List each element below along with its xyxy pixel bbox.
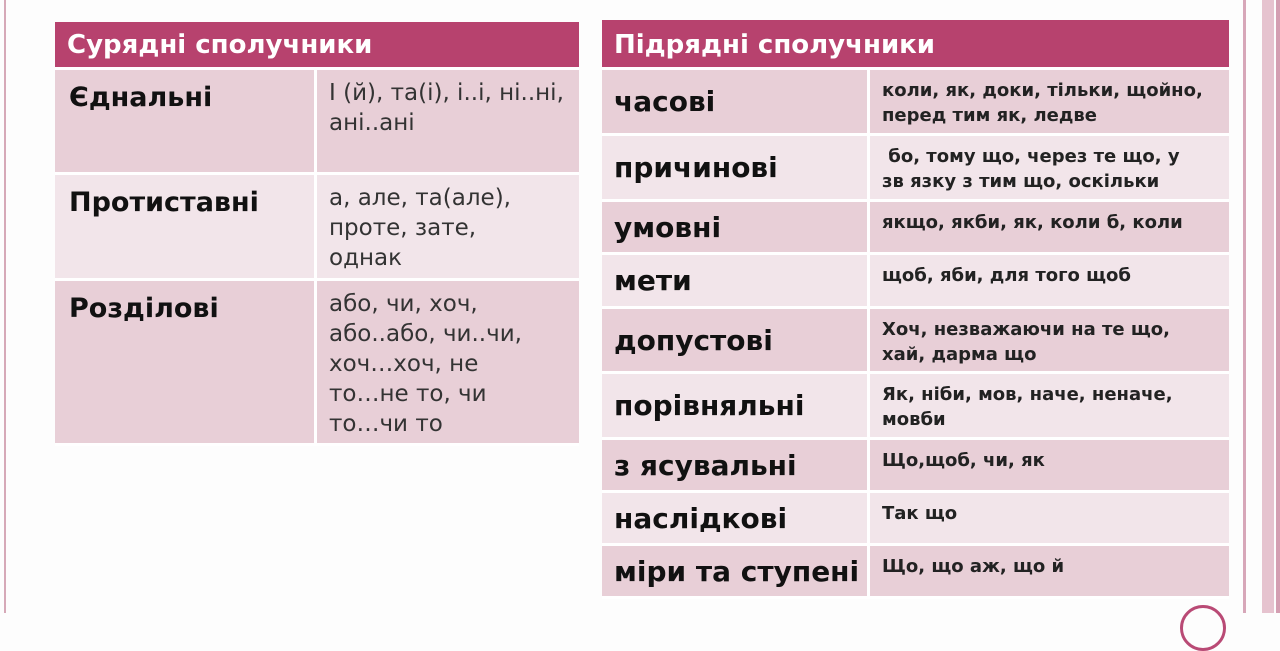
- decorative-border-right: [1243, 0, 1246, 613]
- conjunction-line: проте, зате,: [329, 215, 477, 241]
- table-row: [602, 136, 1229, 202]
- conjunctions-cell: [317, 70, 579, 175]
- conjunction-line: І (й), та(і), і..і, ні..ні,: [329, 80, 564, 106]
- conjunction-line: Так що: [882, 503, 958, 524]
- category-cell: Протиставні: [55, 175, 317, 281]
- conjunction-line: однак: [329, 245, 402, 271]
- conjunction-line: якщо, якби, як, коли б, коли: [882, 212, 1183, 233]
- decorative-border-right-edge: [1276, 0, 1280, 613]
- conjunction-line: хоч…хоч, не: [329, 351, 479, 377]
- category-cell: мети: [602, 255, 870, 309]
- category-cell: умовні: [602, 202, 870, 255]
- category-cell: міри та ступені: [602, 546, 870, 599]
- conjunctions-cell: [870, 202, 1229, 255]
- conjunctions-cell: [317, 281, 579, 446]
- conjunction-line: бо, тому що, через те що, у: [882, 146, 1180, 167]
- coordinating-conjunctions-table: [55, 22, 579, 446]
- category-cell: порівняльні: [602, 374, 870, 440]
- conjunctions-cell: [870, 374, 1229, 440]
- conjunctions-cell: [870, 255, 1229, 309]
- conjunction-line: перед тим як, ледве: [882, 105, 1097, 126]
- conjunction-line: щоб, яби, для того щоб: [882, 265, 1131, 286]
- coordinating-table-title: Сурядні сполучники: [55, 22, 579, 70]
- conjunctions-cell: [870, 440, 1229, 493]
- subordinating-table-title: Підрядні сполучники: [602, 20, 1229, 70]
- conjunction-line: зв язку з тим що, оскільки: [882, 171, 1160, 192]
- table-row: [602, 309, 1229, 374]
- conjunction-line: ані..ані: [329, 110, 415, 136]
- table-row: [55, 175, 579, 281]
- table-row: [602, 493, 1229, 546]
- category-cell: причинові: [602, 136, 870, 202]
- conjunction-line: Як, ніби, мов, наче, неначе,: [882, 384, 1173, 405]
- category-cell: з ясувальні: [602, 440, 870, 493]
- table-row: [55, 70, 579, 175]
- conjunction-line: або, чи, хоч,: [329, 291, 478, 317]
- table-row: [602, 546, 1229, 599]
- category-cell: допустові: [602, 309, 870, 374]
- conjunction-line: то…чи то: [329, 411, 443, 437]
- decorative-border-right-band: [1262, 0, 1274, 613]
- conjunctions-cell: [870, 309, 1229, 374]
- conjunction-line: то…не то, чи: [329, 381, 487, 407]
- conjunctions-cell: [870, 493, 1229, 546]
- conjunction-line: або..або, чи..чи,: [329, 321, 522, 347]
- conjunctions-cell: [317, 175, 579, 281]
- category-cell: часові: [602, 70, 870, 136]
- conjunctions-cell: [870, 70, 1229, 136]
- decorative-border-left: [4, 0, 6, 613]
- conjunction-line: а, але, та(але),: [329, 185, 511, 211]
- conjunction-line: коли, як, доки, тільки, щойно,: [882, 80, 1203, 101]
- table-row: [55, 281, 579, 446]
- conjunction-line: Що, що аж, що й: [882, 556, 1065, 577]
- table-row: [602, 255, 1229, 309]
- category-cell: наслідкові: [602, 493, 870, 546]
- subordinating-conjunctions-table: [602, 20, 1229, 599]
- conjunction-line: хай, дарма що: [882, 344, 1037, 365]
- decorative-circle: [1180, 605, 1226, 651]
- conjunction-line: мовби: [882, 409, 946, 430]
- conjunction-line: Хоч, незважаючи на те що,: [882, 319, 1170, 340]
- category-cell: Єднальні: [55, 70, 317, 175]
- conjunction-line: Що,щоб, чи, як: [882, 450, 1045, 471]
- table-row: [602, 440, 1229, 493]
- conjunctions-cell: [870, 136, 1229, 202]
- table-row: [602, 374, 1229, 440]
- category-cell: Розділові: [55, 281, 317, 446]
- conjunctions-cell: [870, 546, 1229, 599]
- table-row: [602, 70, 1229, 136]
- table-row: [602, 202, 1229, 255]
